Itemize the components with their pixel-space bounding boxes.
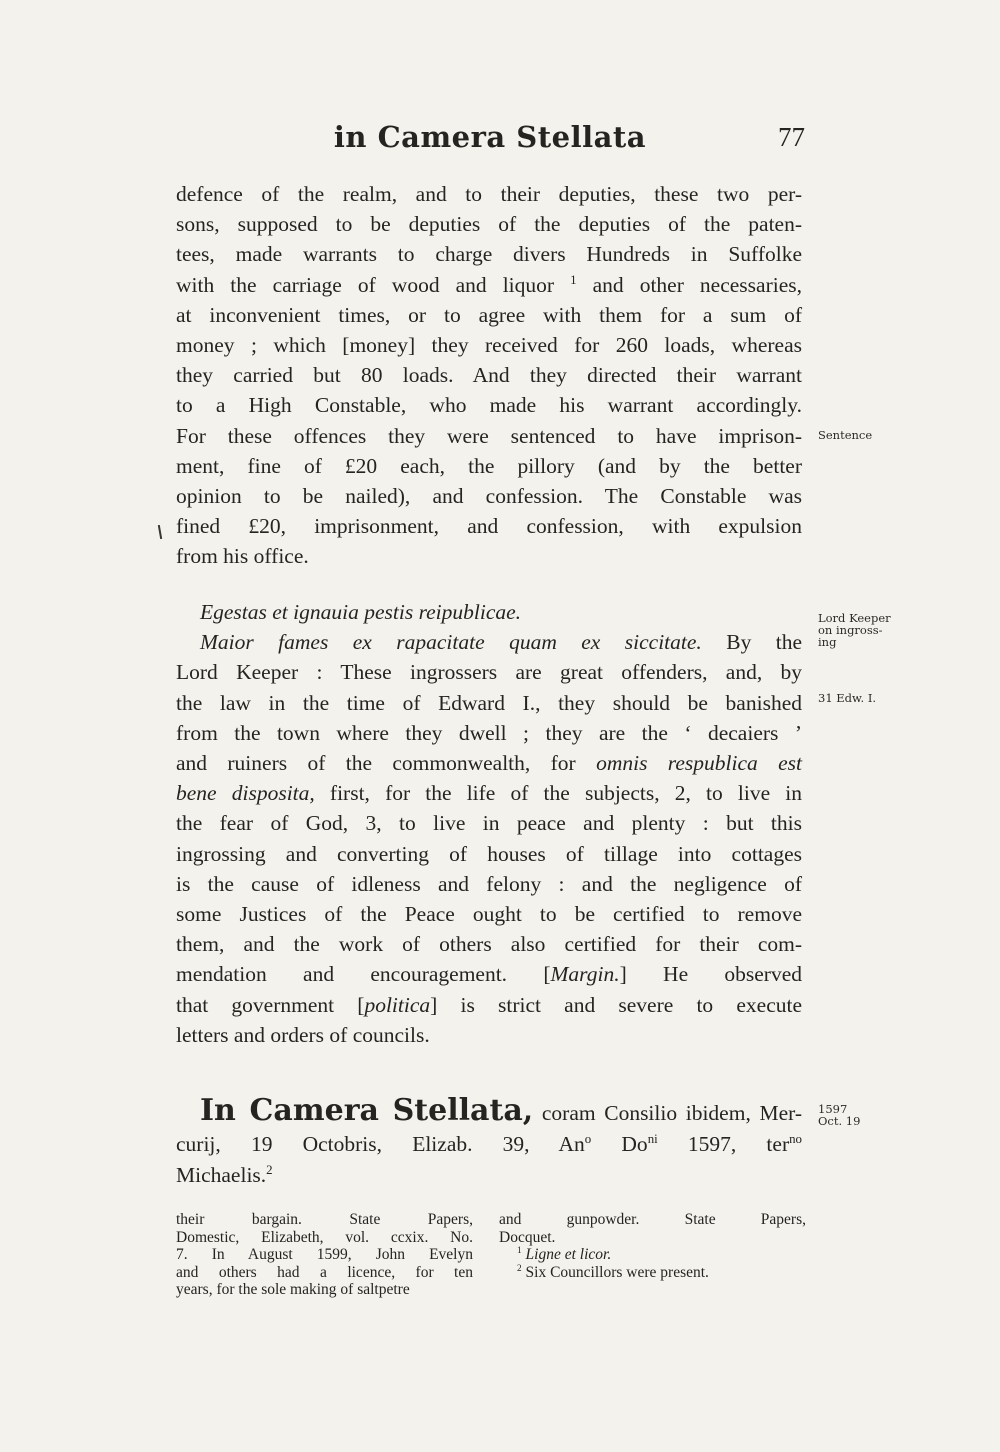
text-line: bene disposita, first, for the life of the subjects, 2, to live in	[176, 781, 803, 806]
text-line: them, and the work of others also certified for their com-	[176, 932, 802, 957]
text-line: that government [politica] is strict and severe to execute	[176, 992, 802, 1017]
paragraph-2	[176, 597, 802, 1050]
text-line: tees, made warrants to charge divers Hundreds in Suffolke	[176, 242, 802, 267]
footnote-column-left	[176, 1211, 473, 1299]
footnote-line: years, for the sole making of saltpetre	[176, 1281, 410, 1298]
footnote-line: and others had a licence, for ten	[176, 1263, 473, 1281]
text-line: at inconvenient times, or to agree with them for a sum of	[176, 302, 802, 327]
margin-note-date: 1597 Oct. 19	[818, 1102, 861, 1128]
text-line: with the carriage of wood and liquor $^1$ and other necessaries,	[176, 272, 802, 297]
paragraph-1	[176, 179, 802, 572]
running-title: in Camera Stellata	[333, 120, 647, 154]
text-line: and ruiners of the commonwealth, for omnis respublica est	[176, 751, 802, 776]
footnote-line: 7. In August 1599, John Evelyn	[176, 1246, 473, 1263]
text-line: Maior fames ex rapacitate quam ex siccitate. By the	[200, 630, 803, 655]
text-line: mendation and encouragement. [Margin.] He observed	[176, 962, 803, 987]
text-line: fined £20, imprisonment, and confession, with expulsion	[176, 514, 802, 539]
footnote-line: Domestic, Elizabeth, vol. ccxix. No.	[176, 1228, 473, 1246]
text-line: the fear of God, 3, to live in peace and plenty : but this	[176, 811, 802, 836]
footnote-column-right	[499, 1211, 806, 1281]
footnote-line: and gunpowder. State Papers,	[499, 1211, 806, 1228]
running-head	[175, 120, 805, 164]
footnote-line: Docquet.	[499, 1228, 556, 1246]
page-number: 77	[778, 122, 805, 152]
text-line: is the cause of idleness and felony : and the negligence of	[176, 871, 802, 896]
text-line: to a High Constable, who made his warrant accordingly.	[176, 393, 802, 418]
text-line: opinion to be nailed), and confession. The Constable was	[176, 484, 802, 509]
session-heading	[176, 1095, 802, 1191]
text-line: some Justices of the Peace ought to be certified to remove	[176, 902, 802, 927]
text-line: money ; which [money] they received for 260 loads, whereas	[176, 333, 802, 358]
footnote-1: $^1$ Ligne et licor.	[517, 1245, 612, 1263]
text-line: defence of the realm, and to their deputies, these two per-	[176, 182, 802, 206]
text-line: ment, fine of £20 each, the pillory (and by the better	[176, 453, 802, 478]
text-line: curij, 19 Octobris, Elizab. 39, An$^o$ $Do^{ni}$ 1597, ter$^{no}$	[176, 1131, 802, 1156]
text-line: the law in the time of Edward I., they should be banished	[176, 690, 802, 715]
text-line: Michaelis.$^2$	[176, 1162, 273, 1187]
latin-quote: Egestas et ignauia pestis reipublicae.	[200, 600, 522, 624]
text-line: letters and orders of councils.	[176, 1022, 430, 1047]
text-line: For these offences they were sentenced to have imprison-	[176, 423, 802, 448]
gothic-heading: In Camera Stellata,	[200, 1093, 534, 1128]
text-line: ingrossing and converting of houses of tillage into cottages	[176, 841, 802, 866]
text-line: from the town where they dwell ; they are the ‘ decaiers ’	[176, 720, 802, 745]
text-line: Lord Keeper : These ingrossers are great offenders, and, by	[176, 660, 802, 685]
text-line: from his office.	[176, 544, 309, 569]
footnote-ref: 1	[570, 272, 577, 287]
pencil-mark	[158, 525, 162, 539]
footnote-line: their bargain. State Papers,	[176, 1211, 473, 1228]
footnote-ref: 2	[266, 1162, 273, 1177]
footnote-2: $^2$ Six Councillors were present.	[517, 1263, 709, 1281]
margin-note-sentence: Sentence	[818, 428, 873, 442]
margin-note-edw: 31 Edw. I.	[818, 691, 877, 705]
text-line: In Camera Stellata, coram Consilio ibidem, Mer-	[200, 1093, 803, 1128]
margin-note-lord-keeper: Lord Keeper on ingross- ing	[818, 611, 891, 649]
text-line: sons, supposed to be deputies of the deputies of the paten-	[176, 212, 802, 237]
text-line: they carried but 80 loads. And they directed their warrant	[176, 363, 802, 388]
